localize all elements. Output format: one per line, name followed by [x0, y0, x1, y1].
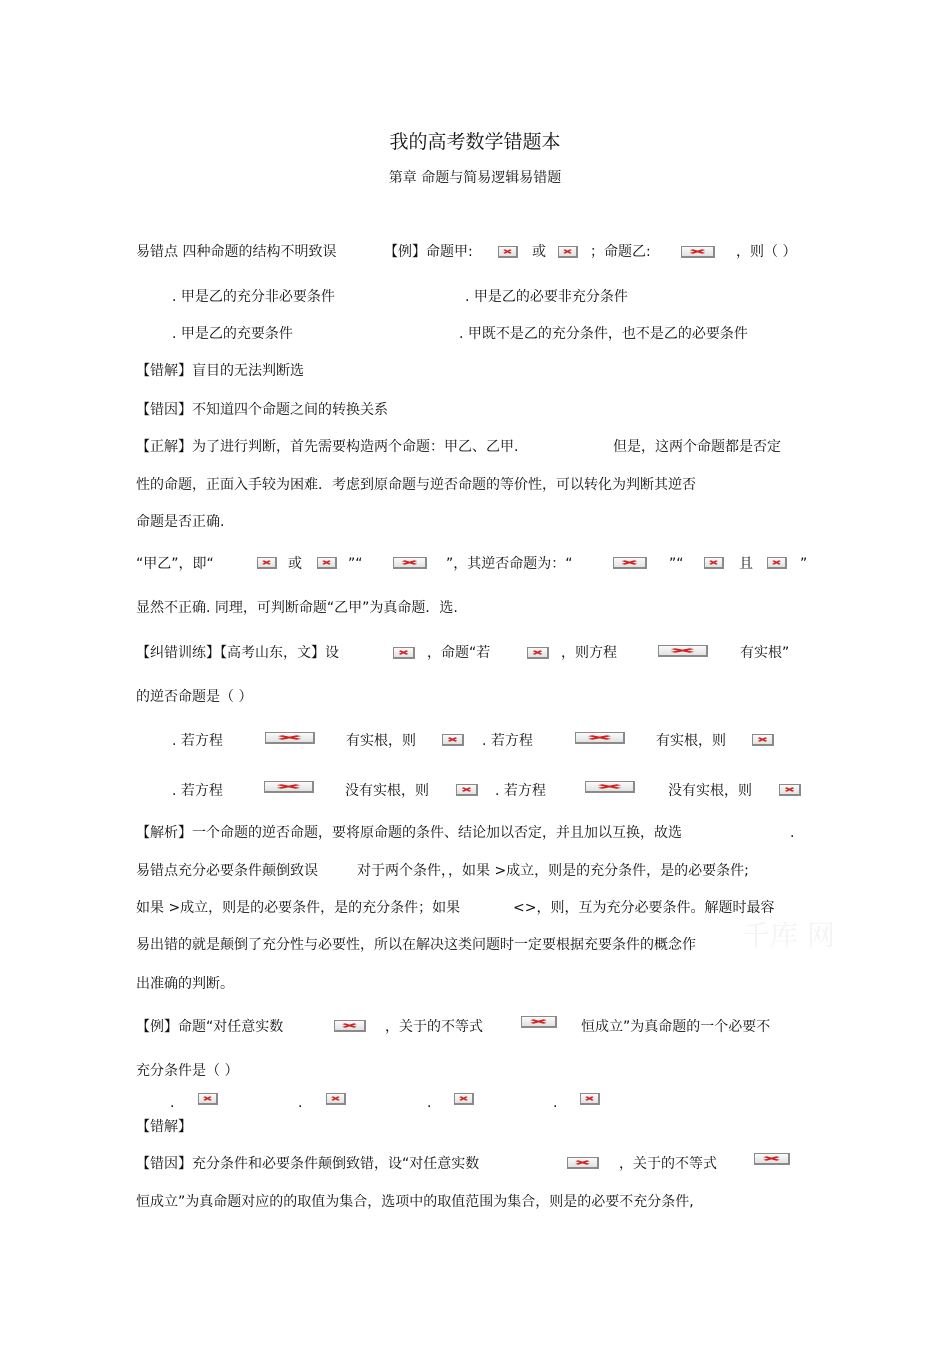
point1-head: 易错点 四种命题的结构不明致误	[136, 244, 337, 260]
point2-line2b: <>，则，互为充分必要条件。解题时最容	[513, 900, 775, 916]
broken-image-icon	[575, 732, 625, 744]
wrong-cause-2b: ，关于的不等式	[619, 1156, 717, 1172]
training-mid2: ，则方程	[561, 645, 617, 661]
document-title: 我的高考数学错题本	[389, 131, 561, 153]
training-head: 【纠错训练】【高考山东，文】设	[136, 645, 339, 661]
correct-solution-3: 命题是否正确.	[136, 514, 225, 530]
broken-image-icon	[779, 784, 801, 796]
broken-image-icon	[580, 1093, 600, 1105]
broken-image-icon	[334, 1020, 366, 1032]
quote-and: 且	[739, 556, 753, 572]
quote-or: 或	[288, 556, 302, 572]
example2-a: 【例】命题“对任意实数	[136, 1019, 284, 1035]
broken-image-icon	[265, 732, 315, 744]
broken-image-icon	[198, 1093, 218, 1105]
train-opt-a-mid: 有实根，则	[346, 733, 416, 749]
example2-line2: 充分条件是（ ）	[136, 1063, 239, 1079]
wrong-cause: 【错因】不知道四个命题之间的转换关系	[136, 402, 388, 418]
broken-image-icon	[658, 645, 708, 657]
broken-image-icon	[454, 1093, 474, 1105]
broken-image-icon	[585, 781, 635, 793]
conclusion: 显然不正确. 同理，可判断命题“乙甲”为真命题．选.	[136, 600, 458, 616]
point2-line2a: 如果 >成立，则是的必要条件，是的充分条件；如果	[136, 900, 461, 916]
quote-a: “甲乙”，即“	[136, 556, 214, 572]
point2-line3: 易出错的就是颠倒了充分性与必要性，所以在解决这类问题时一定要根据充要条件的概念作	[136, 937, 696, 953]
broken-image-icon	[498, 246, 518, 258]
or-word: 或	[532, 244, 546, 260]
training-line2: 的逆否命题是（ ）	[136, 689, 253, 705]
correct-solution-1b: 但是，这两个命题都是否定	[613, 439, 781, 455]
broken-image-icon	[393, 557, 427, 569]
wrong-solution-2: 【错解】	[136, 1119, 192, 1135]
broken-image-icon	[704, 557, 724, 569]
option-c: . 甲是乙的充要条件	[172, 326, 293, 342]
option-d: . 甲既不是乙的充分条件，也不是乙的必要条件	[459, 326, 748, 342]
broken-image-icon	[767, 557, 787, 569]
point2-line1: 对于两个条件，，如果 >成立，则是的充分条件，是的必要条件;	[357, 863, 749, 879]
broken-image-icon	[521, 1016, 557, 1028]
ex2-opt-a: .	[170, 1095, 175, 1111]
broken-image-icon	[456, 784, 478, 796]
wrong-cause-2-line2: 恒成立”为真命题对应的的取值为集合，选项中的取值范围为集合，则是的必要不充分条件,	[136, 1194, 694, 1210]
ex2-opt-c: .	[427, 1095, 432, 1111]
watermark: 千库 网	[742, 919, 835, 952]
ex2-opt-d: .	[553, 1095, 558, 1111]
broken-image-icon	[264, 781, 314, 793]
point2-head: 易错点充分必要条件颠倒致误	[136, 863, 318, 879]
option-a: . 甲是乙的充分非必要条件	[172, 289, 335, 305]
wrong-cause-2a: 【错因】充分条件和必要条件颠倒致错，设“对任意实数	[136, 1156, 480, 1172]
example2-c: 恒成立”为真命题的一个必要不	[581, 1019, 771, 1035]
broken-image-icon	[558, 246, 578, 258]
training-mid3: 有实根”	[740, 645, 790, 661]
broken-image-icon	[326, 1093, 346, 1105]
point2-line4: 出准确的判断。	[136, 976, 234, 992]
then-paren: ，则（ ）	[736, 244, 797, 260]
train-opt-c-mid: 没有实根，则	[345, 783, 429, 799]
broken-image-icon	[442, 734, 464, 746]
example2-b: ，关于的不等式	[385, 1019, 483, 1035]
broken-image-icon	[681, 246, 715, 258]
broken-image-icon	[317, 557, 337, 569]
analysis: 【解析】一个命题的逆否命题，要将原命题的条件、结论加以否定，并且加以互换，故选	[136, 825, 682, 841]
train-opt-c-pre: . 若方程	[172, 783, 223, 799]
prop-b-label: ；命题乙:	[590, 244, 651, 260]
broken-image-icon	[752, 734, 774, 746]
example-label: 【例】命题甲:	[384, 244, 473, 260]
correct-solution-1a: 【正解】为了进行判断，首先需要构造两个命题：甲乙、乙甲.	[136, 439, 519, 455]
broken-image-icon	[393, 647, 415, 659]
chapter-subtitle: 第章 命题与简易逻辑易错题	[388, 170, 562, 186]
train-opt-b-mid: 有实根，则	[656, 733, 726, 749]
broken-image-icon	[613, 557, 647, 569]
analysis-end: .	[790, 825, 795, 841]
train-opt-d-pre: . 若方程	[495, 783, 546, 799]
train-opt-a-pre: . 若方程	[172, 733, 223, 749]
quote-e: ”“	[669, 556, 684, 572]
correct-solution-2: 性的命题，正面入手较为困难．考虑到原命题与逆否命题的等价性，可以转化为判断其逆否	[136, 477, 696, 493]
train-opt-b-pre: . 若方程	[482, 733, 533, 749]
broken-image-icon	[527, 647, 549, 659]
quote-c: ”“	[348, 556, 363, 572]
broken-image-icon	[567, 1157, 599, 1169]
ex2-opt-b: .	[298, 1095, 303, 1111]
option-b: . 甲是乙的必要非充分条件	[465, 289, 628, 305]
quote-d: ”，其逆否命题为：“	[446, 556, 573, 572]
train-opt-d-mid: 没有实根，则	[668, 783, 752, 799]
training-mid1: ，命题“若	[427, 645, 491, 661]
broken-image-icon	[754, 1153, 790, 1165]
quote-g: ”	[800, 556, 808, 572]
wrong-solution: 【错解】盲目的无法判断选	[136, 363, 304, 379]
broken-image-icon	[257, 557, 277, 569]
